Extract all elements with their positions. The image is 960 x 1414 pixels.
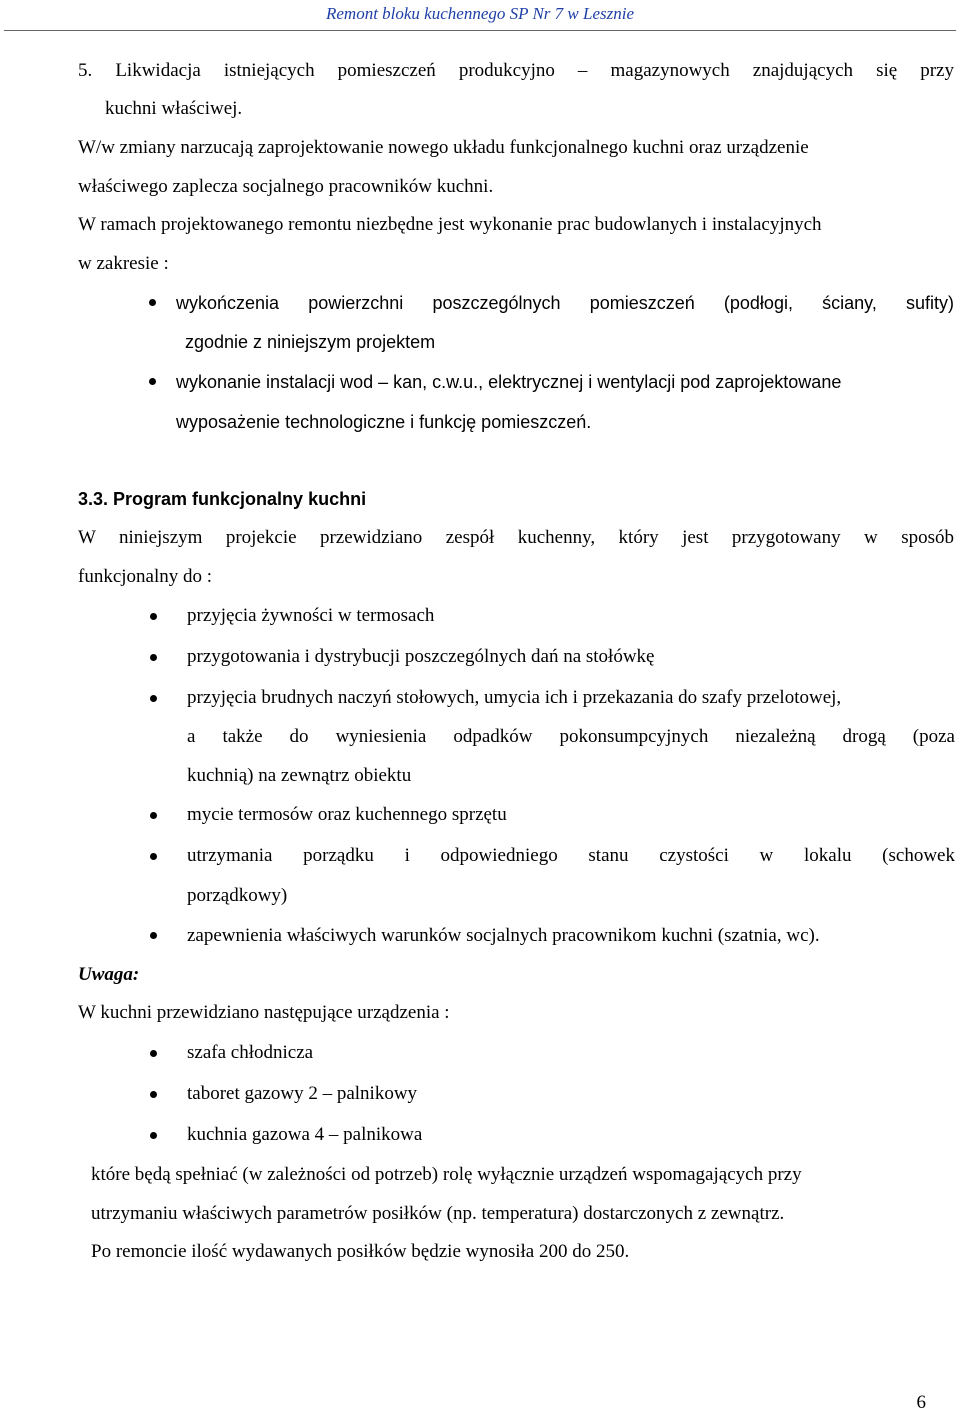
bullet-icon [150, 812, 157, 819]
list-item: utrzymania porządku i odpowiedniego stanu czystości w lokalu (schowek [187, 845, 955, 866]
list-item: zapewnienia właściwych warunków socjalnych pracownikom kuchni (szatnia, wc). [187, 925, 820, 946]
paragraph-line: W kuchni przewidziano następujące urządzenia : [78, 1002, 450, 1023]
list-item-continuation: porządkowy) [187, 885, 288, 906]
list-item: przygotowania i dystrybucji poszczególnych dań na stołówkę [187, 646, 655, 667]
list-item: taboret gazowy 2 – palnikowy [187, 1083, 418, 1104]
bullet-icon [150, 1050, 157, 1057]
bullet-icon [150, 654, 157, 661]
list-item-continuation: zgodnie z niniejszym projektem [185, 332, 436, 352]
list-item: szafa chłodnicza [187, 1042, 314, 1063]
list-item-continuation: wyposażenie technologiczne i funkcję pomieszczeń. [176, 412, 592, 432]
paragraph-line: właściwego zaplecza socjalnego pracowników kuchni. [78, 176, 494, 197]
header-rule [4, 30, 956, 31]
bullet-icon [150, 1132, 157, 1139]
list-item: kuchnia gazowa 4 – palnikowa [187, 1124, 423, 1145]
list-item-5-line2: kuchni właściwej. [105, 98, 243, 119]
list-item: wykończenia powierzchni poszczególnych pomieszczeń (podłogi, ściany, sufity) [176, 293, 954, 313]
list-item-5-line1: 5. Likwidacja istniejących pomieszczeń produkcyjno – magazynowych znajdujących się przy [78, 60, 954, 81]
section-heading: 3.3. Program funkcjonalny kuchni [78, 489, 367, 509]
bullet-icon [150, 853, 157, 860]
paragraph-line: funkcjonalny do : [78, 566, 213, 587]
list-item: przyjęcia żywności w termosach [187, 605, 435, 626]
paragraph-line: W ramach projektowanego remontu niezbędne jest wykonanie prac budowlanych i instalacyjnych [78, 214, 822, 235]
bullet-icon [149, 378, 156, 385]
list-item-continuation: a także do wyniesienia odpadków pokonsumpcyjnych niezależną drogą (poza [187, 726, 955, 747]
paragraph-line: które będą spełniać (w zależności od potrzeb) rolę wyłącznie urządzeń wspomagających przy [91, 1164, 802, 1185]
list-item: przyjęcia brudnych naczyń stołowych, umycia ich i przekazania do szafy przelotowej, [187, 687, 842, 708]
paragraph-line: w zakresie : [78, 253, 169, 274]
paragraph-line: W niniejszym projekcie przewidziano zespół kuchenny, który jest przygotowany w sposób [78, 527, 954, 548]
bullet-icon [150, 613, 157, 620]
paragraph-line: Po remoncie ilość wydawanych posiłków będzie wynosiła 200 do 250. [91, 1241, 630, 1262]
bullet-icon [150, 695, 157, 702]
note-label: Uwaga: [78, 964, 140, 985]
list-item: wykonanie instalacji wod – kan, c.w.u., elektrycznej i wentylacji pod zaprojektowane [176, 372, 842, 392]
page-header: Remont bloku kuchennego SP Nr 7 w Lesznie [325, 4, 634, 23]
bullet-icon [150, 1091, 157, 1098]
bullet-icon [149, 299, 156, 306]
list-item-continuation: kuchnią) na zewnątrz obiektu [187, 765, 412, 786]
paragraph-line: W/w zmiany narzucają zaprojektowanie nowego układu funkcjonalnego kuchni oraz urządzenie [78, 137, 809, 158]
list-item: mycie termosów oraz kuchennego sprzętu [187, 804, 507, 825]
page-number: 6 [916, 1392, 926, 1413]
bullet-icon [150, 932, 157, 939]
paragraph-line: utrzymaniu właściwych parametrów posiłków (np. temperatura) dostarczonych z zewnątrz. [91, 1203, 785, 1224]
